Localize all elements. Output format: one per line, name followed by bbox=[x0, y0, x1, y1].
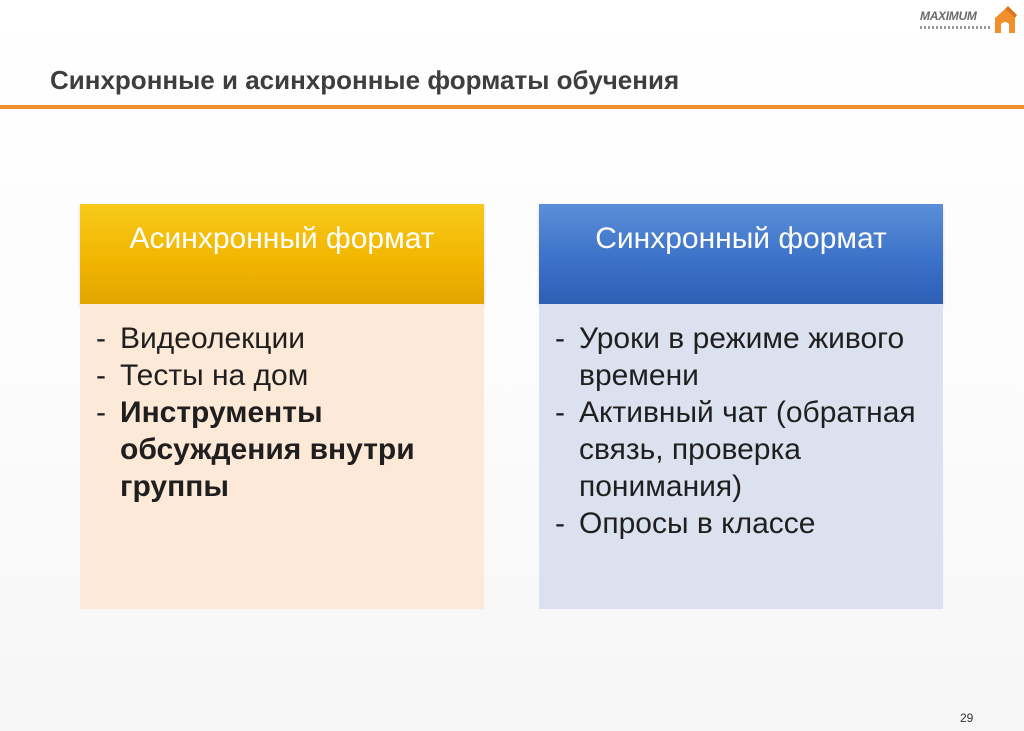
async-format-list bbox=[96, 320, 466, 505]
list-item-text: Уроки в режиме живого времени bbox=[579, 322, 905, 392]
page-number: 29 bbox=[960, 711, 974, 725]
logo-tagline bbox=[920, 26, 992, 29]
async-format-body bbox=[80, 304, 484, 609]
bullet-dash: - bbox=[555, 322, 565, 355]
list-item bbox=[555, 394, 925, 505]
logo-house-icon bbox=[992, 6, 1018, 36]
maximum-logo bbox=[918, 4, 1018, 38]
list-item bbox=[96, 320, 466, 357]
page-title: Синхронные и асинхронные форматы обучения bbox=[50, 65, 680, 95]
list-item bbox=[96, 357, 466, 394]
list-item-text: Инструменты обсуждения внутри группы bbox=[120, 396, 415, 503]
bullet-dash: - bbox=[555, 507, 565, 540]
async-format-header: Асинхронный формат bbox=[80, 204, 484, 304]
logo-wordmark: MAXIMUM bbox=[920, 9, 977, 23]
sync-format-body bbox=[539, 304, 943, 609]
bullet-dash: - bbox=[96, 359, 106, 392]
sync-format-list bbox=[555, 320, 925, 542]
list-item-text: Видеолекции bbox=[120, 322, 305, 355]
bullet-dash: - bbox=[96, 396, 106, 429]
bullet-dash: - bbox=[96, 322, 106, 355]
list-item bbox=[96, 394, 466, 505]
list-item-text: Опросы в классе bbox=[579, 507, 816, 540]
list-item-text: Тесты на дом bbox=[120, 359, 309, 392]
title-divider bbox=[0, 105, 1024, 109]
list-item bbox=[555, 505, 925, 542]
bullet-dash: - bbox=[555, 396, 565, 429]
list-item-text: Активный чат (обратная связь, проверка понимания) bbox=[579, 396, 916, 503]
list-item bbox=[555, 320, 925, 394]
sync-format-header: Синхронный формат bbox=[539, 204, 943, 304]
